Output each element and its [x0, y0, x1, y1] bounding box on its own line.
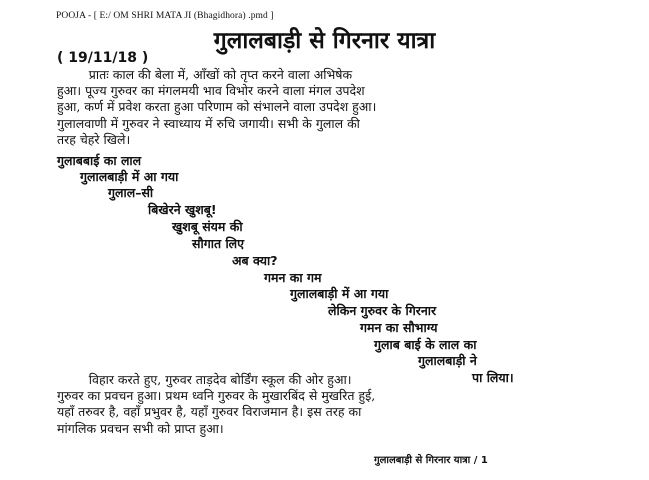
poem-line: पा लिया।	[472, 370, 514, 385]
poem-line: अब क्या?	[232, 253, 278, 268]
paragraph-1	[57, 67, 565, 148]
poem-line: गमन का गम	[264, 270, 322, 285]
poem-line: गुलाल–सी	[108, 185, 154, 200]
poem-line: सौगात लिए	[192, 236, 245, 251]
page-title: गुलालबाड़ी से गिरनार यात्रा	[213, 28, 436, 54]
file-header: POOJA - [ E:/ OM SHRI MATA JI (Bhagidhora) .pmd ]	[56, 11, 274, 21]
poem-line: गुलालबाड़ी में आ गया	[290, 286, 389, 301]
paragraph-line: मांगलिक प्रवचन सभी को प्राप्त हुआ।	[57, 420, 224, 436]
paragraph-2	[57, 372, 565, 437]
paragraph-line: हुआ, कर्ण में प्रवेश करता हुआ परिणाम को संभालने वाला उपदेश हुआ।	[57, 99, 377, 115]
paragraph-line: यहाँ तरुवर है, वहाँ प्रभुवर है, यहाँ गुरुवर विराजमान है। इस तरह का	[57, 404, 362, 420]
poem-line: गुलालबाड़ी में आ गया	[80, 169, 179, 184]
poem-line: गुलाब बाई के लाल का	[374, 337, 477, 352]
poem-line: गुलाबबाई का लाल	[57, 153, 142, 168]
paragraph-line: विहार करते हुए, गुरुवर ताड़देव बोर्डिंग स्कूल की ओर हुआ।	[57, 372, 352, 387]
paragraph-line: तरह चेहरे खिले।	[57, 131, 131, 147]
poem-line: लेकिन गुरुवर के गिरनार	[328, 303, 437, 318]
poem-line: खुशबू संयम की	[172, 219, 243, 234]
paragraph-line: हुआ। पूज्य गुरुवर का मंगलमयी भाव विभोर करने वाला मंगल उपदेश	[57, 83, 365, 99]
poem-line: गमन का सौभाग्य	[360, 320, 438, 335]
entry-date: ( 19/11/18 )	[57, 50, 149, 66]
poem-line: बिखेरने खुशबू!	[148, 202, 217, 217]
page-footer: गुलालबाड़ी से गिरनार यात्रा / 1	[374, 455, 488, 466]
poem-line: गुलालबाड़ी ने	[418, 353, 477, 368]
paragraph-line: गुलालवाणी में गुरुवर ने स्वाध्याय में रुचि जगायी। सभी के गुलाल की	[57, 115, 360, 131]
paragraph-line: प्रातः काल की बेला में, आँखों को तृप्त करने वाला अभिषेक	[57, 67, 353, 82]
paragraph-line: गुरुवर का प्रवचन हुआ। प्रथम ध्वनि गुरुवर के मुखारबिंद से मुखरित हुई,	[57, 388, 376, 404]
